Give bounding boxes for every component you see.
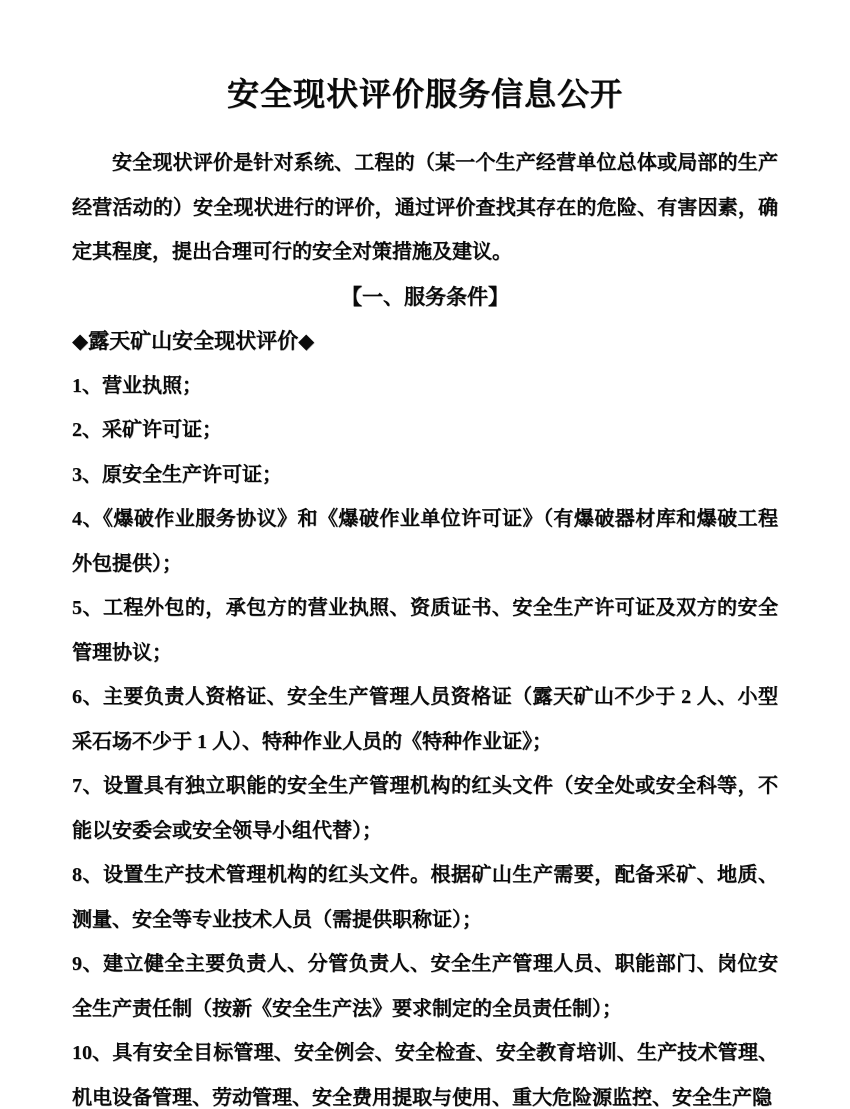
list-item: 5、工程外包的，承包方的营业执照、资质证书、安全生产许可证及双方的安全管理协议； [72,597,778,664]
document-content [72,73,778,1109]
intro-paragraph: 安全现状评价是针对系统、工程的（某一个生产经营单位总体或局部的生产经营活动的）安全现状进行的评价，通过评价查找其存在的危险、有害因素，确定其程度，提出合理可行的安全对策措施及建议。 [72,152,778,263]
list-item: 2、采矿许可证； [72,419,222,441]
document-title: 安全现状评价服务信息公开 [226,76,623,112]
list-item: 10、具有安全目标管理、安全例会、安全检查、安全教育培训、生产技术管理、机电设备管理、劳动管理、安全费用提取与使用、重大危险源监控、安全生产隐 [72,1042,778,1109]
document-body [72,141,778,1109]
list-item: 9、建立健全主要负责人、分管负责人、安全生产管理人员、职能部门、岗位安全生产责任制（按新《安全生产法》要求制定的全员责任制）； [72,953,778,1020]
list-item: 1、营业执照； [72,374,202,397]
list-item: 6、主要负责人资格证、安全生产管理人员资格证（露天矿山不少于 2 人、小型采石场不少于 1 人）、特种作业人员的《特种作业证》； [72,686,778,753]
list-item: 8、设置生产技术管理机构的红头文件。根据矿山生产需要，配备采矿、地质、测量、安全等专业技术人员（需提供职称证）； [72,864,778,931]
list-item: 4、《爆破作业服务协议》和《爆破作业单位许可证》（有爆破器材库和爆破工程外包提供）； [72,508,778,575]
list-item: 7、设置具有独立职能的安全生产管理机构的红头文件（安全处或安全科等，不能以安委会或安全领导小组代替）； [72,775,778,842]
subsection-heading: ◆露天矿山安全现状评价◆ [72,329,315,353]
list-item: 3、原安全生产许可证； [72,463,282,486]
section-heading: 【一、服务条件】 [341,284,509,309]
